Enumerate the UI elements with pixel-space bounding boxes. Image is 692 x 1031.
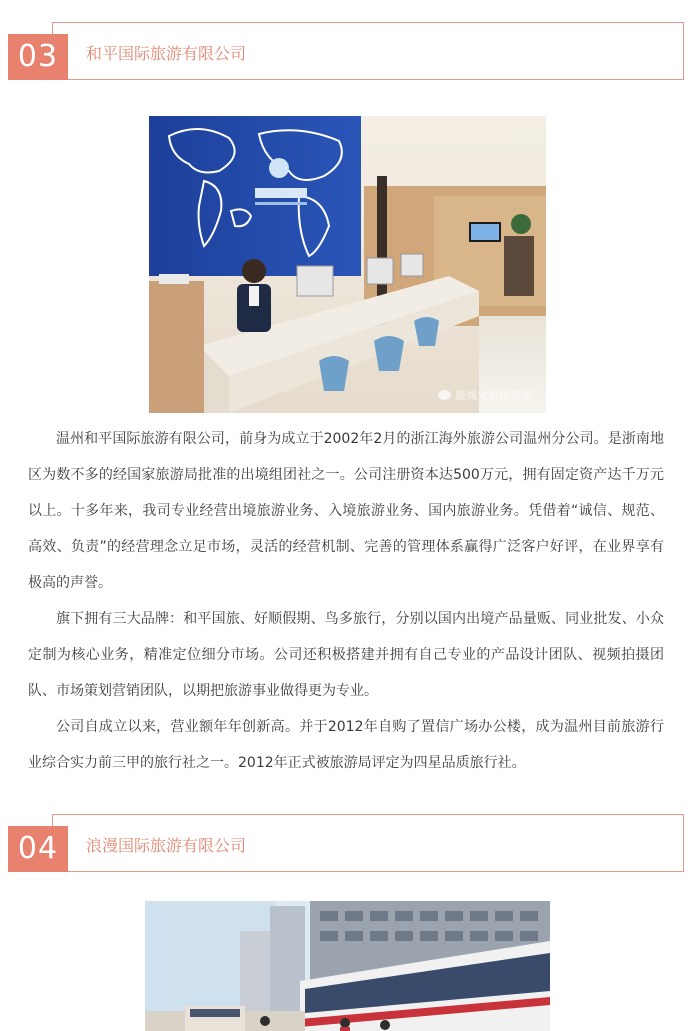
wechat-icon — [438, 390, 451, 400]
section-03-title: 和平国际旅游有限公司 — [86, 44, 247, 63]
paragraph-1: 温州和平国际旅游有限公司，前身为成立于2002年2月的浙江海外旅游公司温州分公司。是浙南地区为数不多的经国家旅游局批准的出境组团社之一。公司注册资本达500万元，拥有固定资产达千万元以上。十多年来，我司专业经营出境旅游业务、入境旅游业务、国内旅游业务。凭借着“诚信、规范、高效、负责”的经营理念立足市场，灵活的经营机制、完善的管理体系赢得广泛客户好评，在业界享有极高的声誉。 — [28, 431, 664, 591]
section-04-header — [0, 814, 692, 876]
photo-watermark — [438, 387, 532, 403]
photo-watermark-text: 鹿城文旅体资讯 — [455, 389, 532, 402]
office-illustration — [149, 116, 546, 413]
section-04-number: 04 — [8, 826, 68, 872]
bus-photo — [145, 901, 550, 1031]
paragraph-3: 公司自成立以来，营业额年年创新高。并于2012年自购了置信广场办公楼，成为温州目前旅游行业综合实力前三甲的旅行社之一。2012年正式被旅游局评定为四星品质旅行社。 — [28, 719, 664, 771]
section-03-header — [0, 22, 692, 84]
office-photo — [149, 116, 546, 413]
section-03-number: 03 — [8, 34, 68, 80]
bus-illustration — [145, 901, 550, 1031]
paragraph-2: 旗下拥有三大品牌：和平国旅、好顺假期、鸟多旅行，分别以国内出境产品量贩、同业批发、小众定制为核心业务，精准定位细分市场。公司还积极搭建并拥有自己专业的产品设计团队、视频拍摄团队、市场策划营销团队，以期把旅游事业做得更为专业。 — [28, 611, 664, 699]
section-04-title: 浪漫国际旅游有限公司 — [86, 836, 247, 855]
